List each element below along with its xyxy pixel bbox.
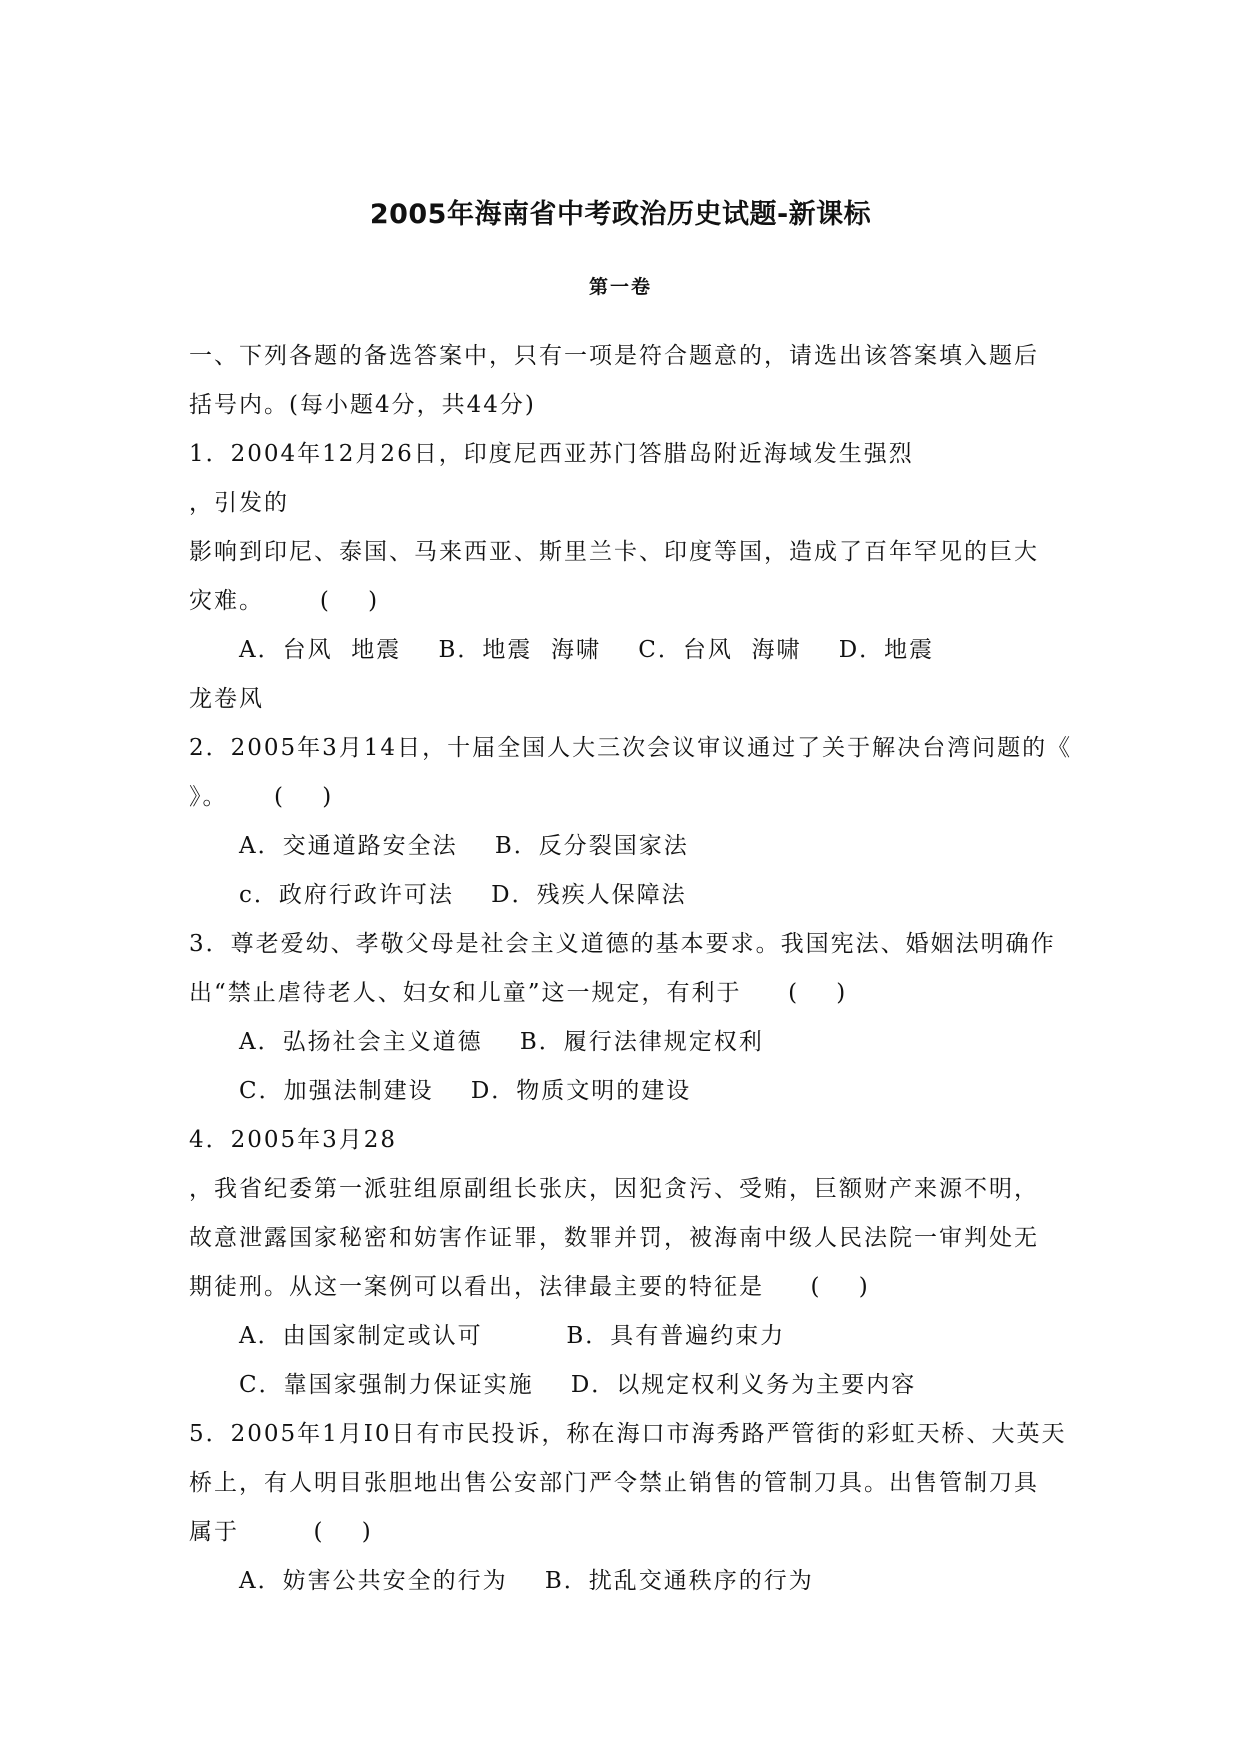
- section-heading: 第一卷: [588, 276, 652, 298]
- text-line: ，引发的: [189, 490, 289, 516]
- text-line: 括号内。(每小题4分，共44分): [189, 392, 536, 418]
- text-line: 故意泄露国家秘密和妨害作证罪，数罪并罚，被海南中级人民法院一审判处无: [189, 1225, 1039, 1251]
- text-line: 灾难。 ( ): [189, 588, 380, 614]
- answer-option-line: C．靠国家强制力保证实施 D．以规定权利义务为主要内容: [239, 1372, 917, 1398]
- text-line: 期徒刑。从这一案例可以看出，法律最主要的特征是 ( ): [189, 1274, 870, 1300]
- text-line: 2．2005年3月14日，十届全国人大三次会议审议通过了关于解决台湾问题的《: [189, 735, 1073, 761]
- answer-option-line: A．弘扬社会主义道德 B．履行法律规定权利: [239, 1029, 764, 1055]
- text-line: 出“禁止虐待老人、妇女和儿童”这一规定，有利于 ( ): [189, 980, 848, 1006]
- answer-option-line: A．交通道路安全法 B．反分裂国家法: [239, 833, 689, 859]
- answer-option-line: c．政府行政许可法 D．残疾人保障法: [239, 882, 687, 908]
- text-line: 1．2004年12月26日，印度尼西亚苏门答腊岛附近海域发生强烈: [189, 441, 914, 467]
- answer-option-line: A．由国家制定或认可 B．具有普遍约束力: [239, 1323, 786, 1349]
- answer-option-line: C．加强法制建设 D．物质文明的建设: [239, 1078, 692, 1104]
- text-line: 》。 ( ): [189, 784, 334, 810]
- text-line: 一、下列各题的备选答案中，只有一项是符合题意的，请选出该答案填入题后: [189, 343, 1039, 369]
- text-line: 龙卷风: [189, 686, 264, 712]
- text-line: 5．2005年1月I0日有市民投诉，称在海口市海秀路严管街的彩虹天桥、大英天: [189, 1421, 1067, 1447]
- text-line: 4．2005年3月28: [189, 1127, 398, 1153]
- text-line: 桥上，有人明目张胆地出售公安部门严令禁止销售的管制刀具。出售管制刀具: [189, 1470, 1039, 1496]
- answer-option-line: A．妨害公共安全的行为 B．扰乱交通秩序的行为: [239, 1568, 814, 1594]
- answer-option-line: A．台风 地震 B．地震 海啸 C．台风 海啸 D．地震: [239, 637, 935, 663]
- question-body: [189, 332, 1073, 1606]
- document-title: 2005年海南省中考政治历史试题-新课标: [369, 199, 872, 230]
- text-line: 属于 ( ): [189, 1519, 373, 1545]
- text-line: ，我省纪委第一派驻组原副组长张庆，因犯贪污、受贿，巨额财产来源不明，: [189, 1176, 1039, 1202]
- text-line: 3．尊老爱幼、孝敬父母是社会主义道德的基本要求。我国宪法、婚姻法明确作: [189, 931, 1056, 957]
- text-line: 影响到印尼、泰国、马来西亚、斯里兰卡、印度等国，造成了百年罕见的巨大: [189, 539, 1039, 565]
